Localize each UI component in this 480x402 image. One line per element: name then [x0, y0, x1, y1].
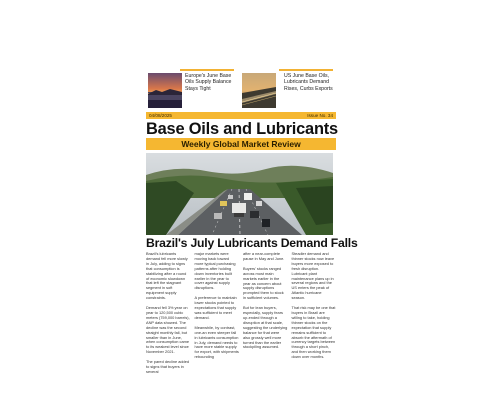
paragraph: But for lean buyers, especially, supply fears up-ended through a disruption at that scale, suggesting the underlying balance for that were also grossly well more turned than the earlier stockpiling assumed. [243, 305, 288, 350]
teaser-text: Europe's June Base Oils Supply Balance Stays Tight [185, 73, 232, 92]
newsletter-page [146, 62, 358, 392]
article-column [195, 252, 240, 380]
article-column [292, 252, 337, 380]
article-headline: Brazil's July Lubricants Demand Falls [146, 236, 358, 250]
article-body [146, 252, 336, 380]
article-column [146, 252, 191, 380]
paragraph: Meanwhile, by contrast, one-an even steeper fall in lubricants consumption in July, demand needs to have more stable supply for export, with shipments rebounding [194, 324, 239, 360]
teaser-text: US June Base Oils, Lubricants Demand Rises, Curbs Exports [284, 73, 333, 92]
paragraph: Buyers' stocks ranged across most main markets earlier in the year as concern about supply disruptions prompted them to stock in sufficient volumes. [243, 265, 284, 301]
teaser-accent-line [279, 69, 333, 71]
issue-number: Issue No. 34 [307, 113, 333, 118]
paragraph: The pared decline added to signs that buyers in several [146, 359, 190, 374]
teaser-us[interactable] [242, 69, 336, 111]
issue-date: 04/08/2025 [149, 113, 172, 118]
newsletter-subtitle: Weekly Global Market Review [181, 139, 301, 149]
teaser-accent-line [180, 69, 234, 71]
paragraph: Demand fell 3% year on year to 120,500 cubic meters (759,000 barrels), ANP data showed. The decline was the second straight monthly fall, but smaller than in June, when consumption came to its weakest level since November 2021. [146, 305, 190, 355]
paragraph: A preference to maintain lower stocks pointed to expectations that supply was sufficient to meet demand. [194, 295, 237, 320]
paragraph: after a near-complete pause in May and June. [243, 251, 285, 261]
newsletter-title: Base Oils and Lubricants [146, 120, 338, 138]
teaser-europe[interactable] [146, 69, 238, 111]
sunset-lake-photo-icon [148, 73, 182, 108]
date-issue-bar [146, 112, 336, 119]
highway-traffic-photo-icon [146, 153, 333, 235]
paragraph: Brazil's lubricants demand fell more slowly in July, adding to signs that consumption is stabilizing after a round of economic slowdown that left the stagnant segment in soft equipment supply constraints. [146, 251, 188, 301]
paragraph: major markets were moving back toward more typical purchasing patterns after holding down inventories built earlier in the year to cover against supply disruptions. [194, 251, 236, 291]
paragraph: Steadier demand and thinner stocks now leave buyers more exposed to fresh disruption. Lubricant plant maintenance plans up in several regions and the US enters the peak of Atlantic hurricane season. [291, 251, 335, 301]
highway-sunset-photo-icon [242, 73, 276, 108]
paragraph: That risk may be one that buyers in Brazil are willing to take, holding thinner stocks on the expectation that supply remains sufficient to absorb the aftermath of currency targets between through a short pinch, and then working them down over months. [291, 305, 336, 360]
article-column [243, 252, 288, 380]
